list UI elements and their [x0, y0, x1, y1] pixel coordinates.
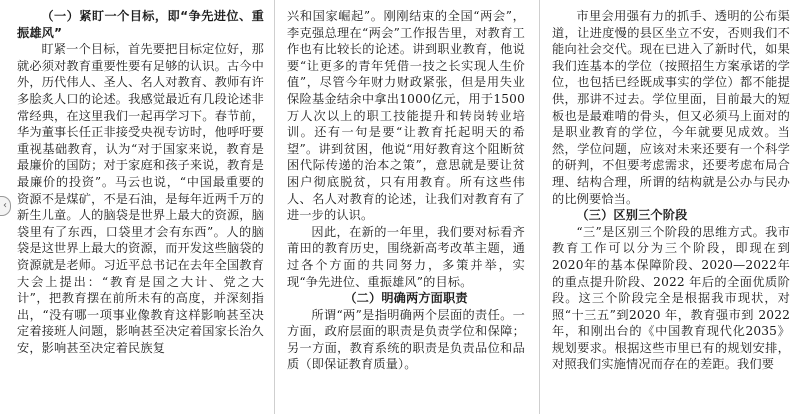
paragraph: 兴和国家崛起”。刚刚结束的全国“两会”，李克强总理在“两会”工作报告里，对教育工作也有比较长的论述。讲到职业教育，他说要“让更多的青年凭借一技之长实现人生价值”，尽管今年财力财政紧张，但是用失业保险基金结余中拿出1000亿元，用于1500 万人次以上的职工技能提升和转岗转业培训。还有一句是要“让教育托起明天的希望”。讲到贫困，他说“用好教育这个阻断贫困代际传递的治本之策”，意思就是要让贫困户彻底脱贫，只有用教育。所有这些伟人、名人对教育的论述，让我们对教育有了进一步的认识。 — [287, 9, 525, 223]
paragraph: 所谓“两”是指明确两个层面的责任。一方面，政府层面的职责是负责学位和保障；另一方面，教育系统的职责是负责品位和品质（即保证教育质量）。 — [287, 307, 525, 372]
prev-page-arrow-icon[interactable]: ‹ — [0, 196, 11, 216]
article-column-3 — [552, 8, 790, 373]
section-heading-3: （三）区别三个阶段 — [576, 208, 688, 223]
column-divider — [539, 0, 540, 414]
article-column-2 — [287, 8, 525, 373]
section-heading-1: （一）紧盯一个目标，即“争先进位、重振雄风” — [17, 9, 264, 40]
column-divider — [274, 0, 275, 414]
article-column-1 — [17, 8, 264, 356]
paragraph: 因此，在新的一年里，我们要对标看齐莆田的教育历史，围绕新高考改革主题，通过各个方面的共同努力，多策并举，实现“争先进位、重振雄风”的目标。 — [287, 224, 525, 289]
section-heading-2: （二）明确两方面职责 — [344, 291, 468, 306]
paragraph: “三”是区别三个阶段的思维方式。我市教育工作可以分为三个阶段，即现在到2020年的基本保障阶段、2020—2022年的重点提升阶段、2022 年后的全面优质阶段。这三个阶段完全是根据我市现状，对照“十三五”到2020 年，教育强市到 2022年，和刚出台的《中国教育现代化2035》规划要求。根据这些市里已有的规划安排，对照我们实施情况而存在的差距。我们要 — [552, 224, 790, 372]
paragraph: 市里会用强有力的抓手、透明的公布渠道，让进度慢的县区坐立不安，否则我们不能向社会交代。现在已进入了新时代，如果我们连基本的学位（按照招生方案承诺的学位，也包括已经既成事实的学位）都不能提供，那讲不过去。学位里面，目前最大的短板也是最难啃的骨头，但又必须马上面对的是职业教育的学位，今年就要见成效。当然，学位问题，应该对未来还要有一个科学的研判，不但要考虑需求，还要考虑布局合理、结构合理，所谓的结构就是公办与民办的比例要恰当。 — [552, 9, 790, 206]
paragraph: 盯紧一个目标，首先要把目标定位好，那就必须对教育重要性要有足够的认识。古今中外，历代伟人、圣人、名人对教育、教师有许多脍炙人口的论述。我感觉最近有几段论述非常经典，在这里我们一起再学习下。春节前，华为董事长任正非接受央视专访时，他呼吁要重视基础教育，认为“对于国家来说，教育是最廉价的国防；对于家庭和孩子来说，教育是最廉价的投资”。马云也说，“中国最重要的资源不是煤矿，不是石油，是每年近两千万的新生儿童。人的脑袋是世界上最大的资源，脑袋里有了东西，口袋里才会有东西”。人的脑袋是这世界上最大的资源，而开发这些脑袋的资源就是老师。习近平总书记在去年全国教育大会上提出：“教育是国之大计、党之大计”，把教育摆在前所未有的高度，并深刻指出，“没有哪一项事业像教育这样影响甚至决定着接班人问题，影响甚至决定着国家长治久安，影响甚至决定着民族复 — [17, 42, 264, 355]
